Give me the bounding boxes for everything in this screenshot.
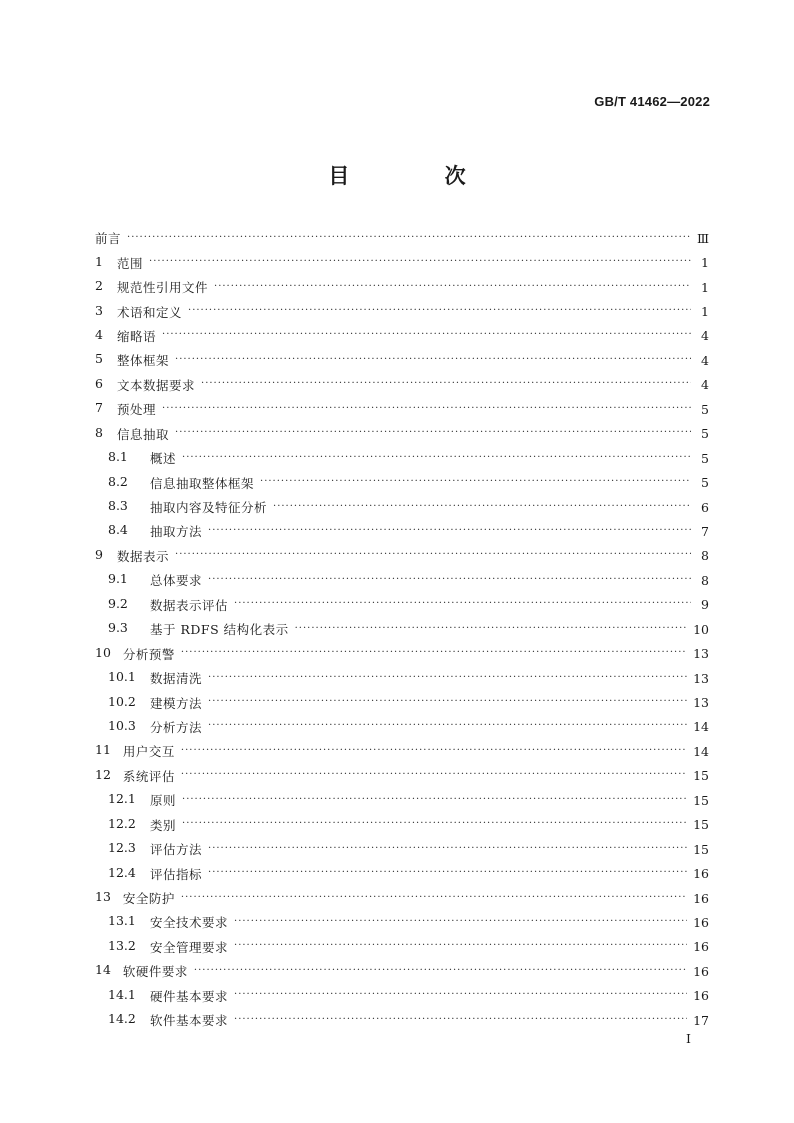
toc-entry-number: 8.3	[108, 498, 128, 514]
page-number: I	[686, 1031, 691, 1046]
toc-entry[interactable]	[95, 226, 709, 250]
toc-entry-title: 硬件基本要求	[150, 988, 229, 1004]
toc-entry[interactable]	[95, 299, 709, 323]
toc-entry-number: 6	[95, 375, 103, 391]
toc-entry[interactable]	[95, 568, 709, 592]
toc-dot-leader	[181, 892, 687, 903]
toc-entry-title: 范围	[117, 255, 144, 271]
toc-entry-number: 9.1	[108, 571, 128, 587]
toc-entry[interactable]	[95, 715, 709, 739]
toc-entry-page: 7	[701, 523, 709, 539]
toc-entry-page: 16	[693, 939, 709, 955]
toc-entry-label	[95, 376, 195, 394]
toc-entry-number: 12.4	[108, 864, 136, 880]
toc-entry-label	[108, 498, 267, 516]
toc-entry-label	[108, 669, 202, 687]
toc-entry[interactable]	[95, 764, 709, 788]
toc-entry-title: 安全防护	[122, 891, 175, 907]
toc-entry-label	[95, 254, 143, 272]
toc-entry-page: 4	[701, 352, 709, 368]
toc-entry-page: 5	[701, 401, 709, 417]
toc-entry[interactable]	[95, 446, 709, 470]
toc-entry[interactable]	[95, 470, 709, 494]
toc-entry-title: 总体要求	[150, 573, 203, 589]
toc-entry-page: 10	[693, 621, 709, 637]
toc-dot-leader	[162, 329, 691, 340]
toc-entry-label	[108, 816, 176, 834]
toc-entry-title: 数据清洗	[150, 671, 203, 687]
toc-dot-leader	[208, 672, 687, 683]
toc-entry[interactable]	[95, 519, 709, 543]
toc-entry[interactable]	[95, 593, 709, 617]
toc-entry-page: 14	[693, 743, 709, 759]
toc-dot-leader	[208, 843, 687, 854]
toc-entry-number: 9.3	[108, 620, 128, 636]
toc-entry[interactable]	[95, 935, 709, 959]
toc-entry-label	[108, 840, 202, 858]
toc-entry-label	[108, 620, 289, 638]
page-title: 目 次	[328, 164, 510, 188]
toc-dot-leader	[181, 769, 687, 780]
toc-entry-label	[108, 522, 202, 540]
toc-entry-label	[108, 474, 254, 492]
toc-entry-page: 1	[701, 255, 709, 271]
toc-entry-page: 5	[701, 475, 709, 491]
toc-dot-leader	[149, 256, 691, 267]
toc-dot-leader	[214, 281, 691, 292]
toc-entry-title: 原则	[150, 793, 177, 809]
toc-entry-title: 抽取内容及特征分析	[150, 500, 268, 516]
toc-entry-page: 6	[701, 499, 709, 515]
toc-dot-leader	[273, 501, 691, 512]
toc-dot-leader	[194, 965, 687, 976]
toc-entry[interactable]	[95, 250, 709, 274]
toc-entry[interactable]	[95, 959, 709, 983]
toc-entry-page: 15	[693, 841, 709, 857]
toc-entry-label	[95, 742, 175, 760]
toc-entry[interactable]	[95, 544, 709, 568]
toc-entry-page: 13	[693, 670, 709, 686]
toc-entry-title: 软硬件要求	[122, 964, 188, 980]
toc-entry-label	[95, 327, 156, 345]
toc-entry[interactable]	[95, 1008, 709, 1032]
toc-entry-title: 数据表示评估	[150, 597, 229, 613]
toc-dot-leader	[208, 696, 687, 707]
toc-entry-title: 系统评估	[122, 768, 175, 784]
toc-entry-label	[108, 694, 202, 712]
toc-entry-page: 16	[693, 866, 709, 882]
toc-dot-leader	[234, 916, 687, 927]
toc-entry-label	[108, 791, 176, 809]
toc-entry-label	[108, 449, 176, 467]
toc-dot-leader	[162, 403, 691, 414]
toc-entry-number: 10.3	[108, 717, 136, 733]
toc-dot-leader	[175, 427, 691, 438]
toc-entry-title: 评估指标	[150, 866, 203, 882]
toc-entry-label	[108, 571, 202, 589]
toc-entry-title: 概述	[150, 451, 177, 467]
toc-entry-title: 安全技术要求	[150, 915, 229, 931]
toc-entry-label	[95, 547, 169, 565]
toc-entry-page: 5	[701, 450, 709, 466]
toc-entry-title: 用户交互	[122, 744, 175, 760]
toc-entry-label	[95, 767, 175, 785]
toc-entry-number: 10	[95, 644, 111, 660]
toc-entry-number: 11	[95, 742, 111, 758]
toc-entry-label	[95, 278, 208, 296]
toc-entry-label	[95, 962, 188, 980]
toc-entry-title: 建模方法	[150, 695, 203, 711]
toc-entry[interactable]	[95, 495, 709, 519]
toc-entry[interactable]	[95, 813, 709, 837]
toc-dot-leader	[208, 574, 691, 585]
toc-entry-page: 4	[701, 377, 709, 393]
toc-dot-leader	[234, 1014, 687, 1025]
toc-entry-number: 13	[95, 889, 111, 905]
toc-entry-title: 信息抽取	[117, 426, 170, 442]
toc-entry-label	[108, 938, 228, 956]
toc-entry[interactable]	[95, 422, 709, 446]
toc-entry-title: 基于 RDFS 结构化表示	[150, 622, 289, 638]
toc-entry-page: 16	[693, 914, 709, 930]
toc-entry-number: 13.1	[108, 913, 136, 929]
table-of-contents	[95, 226, 709, 1032]
toc-entry-label	[95, 303, 182, 321]
toc-entry-number: 12.2	[108, 815, 136, 831]
toc-entry[interactable]	[95, 617, 709, 641]
toc-entry-number: 8.1	[108, 449, 128, 465]
toc-entry[interactable]	[95, 397, 709, 421]
toc-entry-page: 1	[701, 304, 709, 320]
toc-dot-leader	[208, 720, 687, 731]
toc-entry-number: 12	[95, 766, 111, 782]
toc-entry-number: 10.2	[108, 693, 136, 709]
toc-entry-page: 5	[701, 426, 709, 442]
toc-entry[interactable]	[95, 324, 709, 348]
toc-entry[interactable]	[95, 861, 709, 885]
toc-entry-label	[95, 425, 169, 443]
toc-dot-leader	[208, 867, 687, 878]
toc-entry[interactable]	[95, 910, 709, 934]
toc-entry-number: 14	[95, 962, 111, 978]
toc-entry[interactable]	[95, 984, 709, 1008]
toc-entry-number: 14.2	[108, 1011, 136, 1027]
toc-entry[interactable]	[95, 837, 709, 861]
toc-entry-page: 15	[693, 768, 709, 784]
toc-entry-number: 5	[95, 351, 103, 367]
toc-entry-title: 数据表示	[117, 548, 170, 564]
toc-entry-title: 预处理	[117, 402, 157, 418]
toc-entry-number: 8.2	[108, 473, 128, 489]
toc-dot-leader	[181, 745, 687, 756]
toc-dot-leader	[234, 989, 687, 1000]
toc-entry-label	[108, 1011, 228, 1029]
toc-entry-label	[95, 351, 169, 369]
toc-dot-leader	[260, 476, 691, 487]
toc-entry-page: 8	[701, 572, 709, 588]
toc-dot-leader	[181, 647, 687, 658]
toc-entry-label	[95, 889, 175, 907]
toc-entry[interactable]	[95, 739, 709, 763]
toc-entry-number: 12.1	[108, 791, 136, 807]
toc-entry-number: 7	[95, 400, 103, 416]
toc-entry-number: 4	[95, 326, 103, 342]
toc-entry-label	[108, 913, 228, 931]
toc-entry-number: 9.2	[108, 595, 128, 611]
toc-entry-number: 8.4	[108, 522, 128, 538]
toc-entry-label	[108, 865, 202, 883]
standard-code: GB/T 41462—2022	[594, 94, 710, 109]
toc-entry-number: 14.1	[108, 986, 136, 1002]
toc-entry-title: 分析预警	[122, 646, 175, 662]
toc-dot-leader	[295, 623, 687, 634]
toc-entry-number: 3	[95, 302, 103, 318]
toc-entry-label	[108, 987, 228, 1005]
toc-dot-leader	[188, 305, 691, 316]
toc-dot-leader	[234, 598, 691, 609]
toc-entry-title: 分析方法	[150, 719, 203, 735]
toc-entry-title: 信息抽取整体框架	[150, 475, 255, 491]
toc-entry-page: 17	[693, 1012, 709, 1028]
toc-entry-title: 评估方法	[150, 842, 203, 858]
toc-entry-number: 13.2	[108, 937, 136, 953]
toc-entry-label	[95, 229, 121, 247]
toc-entry-number: 12.3	[108, 840, 136, 856]
toc-dot-leader	[175, 549, 691, 560]
toc-entry-number: 1	[95, 253, 103, 269]
toc-entry[interactable]	[95, 666, 709, 690]
toc-dot-leader	[127, 232, 691, 243]
toc-entry[interactable]	[95, 641, 709, 665]
toc-dot-leader	[182, 818, 687, 829]
toc-entry-title: 类别	[150, 817, 177, 833]
toc-entry-title: 术语和定义	[117, 304, 183, 320]
toc-entry-number: 8	[95, 424, 103, 440]
toc-entry-number: 10.1	[108, 669, 136, 685]
toc-entry-label	[95, 400, 156, 418]
toc-entry-title: 规范性引用文件	[117, 280, 209, 296]
toc-entry-label	[108, 718, 202, 736]
toc-entry-page: 16	[693, 963, 709, 979]
toc-entry-page: 14	[693, 719, 709, 735]
toc-dot-leader	[208, 525, 691, 536]
toc-entry-page: 16	[693, 988, 709, 1004]
toc-entry-page: 15	[693, 817, 709, 833]
toc-entry-title: 整体框架	[117, 353, 170, 369]
toc-entry[interactable]	[95, 275, 709, 299]
toc-entry-title: 前言	[95, 231, 122, 247]
toc-entry-page: Ⅲ	[696, 230, 709, 246]
toc-entry-title: 抽取方法	[150, 524, 203, 540]
toc-entry-page: 15	[693, 792, 709, 808]
toc-entry-number: 2	[95, 278, 103, 294]
toc-entry-number: 9	[95, 546, 103, 562]
toc-entry-page: 4	[701, 328, 709, 344]
toc-dot-leader	[175, 354, 691, 365]
toc-dot-leader	[201, 378, 691, 389]
toc-entry[interactable]	[95, 788, 709, 812]
toc-entry-page: 1	[701, 279, 709, 295]
toc-dot-leader	[234, 940, 687, 951]
toc-entry-label	[108, 596, 228, 614]
toc-entry[interactable]	[95, 690, 709, 714]
toc-entry[interactable]	[95, 886, 709, 910]
toc-entry-page: 13	[693, 646, 709, 662]
toc-entry-page: 8	[701, 548, 709, 564]
toc-dot-leader	[182, 452, 691, 463]
toc-dot-leader	[182, 794, 687, 805]
toc-entry-title: 软件基本要求	[150, 1013, 229, 1029]
toc-entry-label	[95, 645, 175, 663]
toc-entry[interactable]	[95, 373, 709, 397]
toc-entry-page: 13	[693, 695, 709, 711]
toc-entry-title: 文本数据要求	[117, 377, 196, 393]
toc-entry-page: 16	[693, 890, 709, 906]
toc-entry[interactable]	[95, 348, 709, 372]
toc-entry-title: 安全管理要求	[150, 939, 229, 955]
toc-entry-page: 9	[701, 597, 709, 613]
toc-entry-title: 缩略语	[117, 328, 157, 344]
